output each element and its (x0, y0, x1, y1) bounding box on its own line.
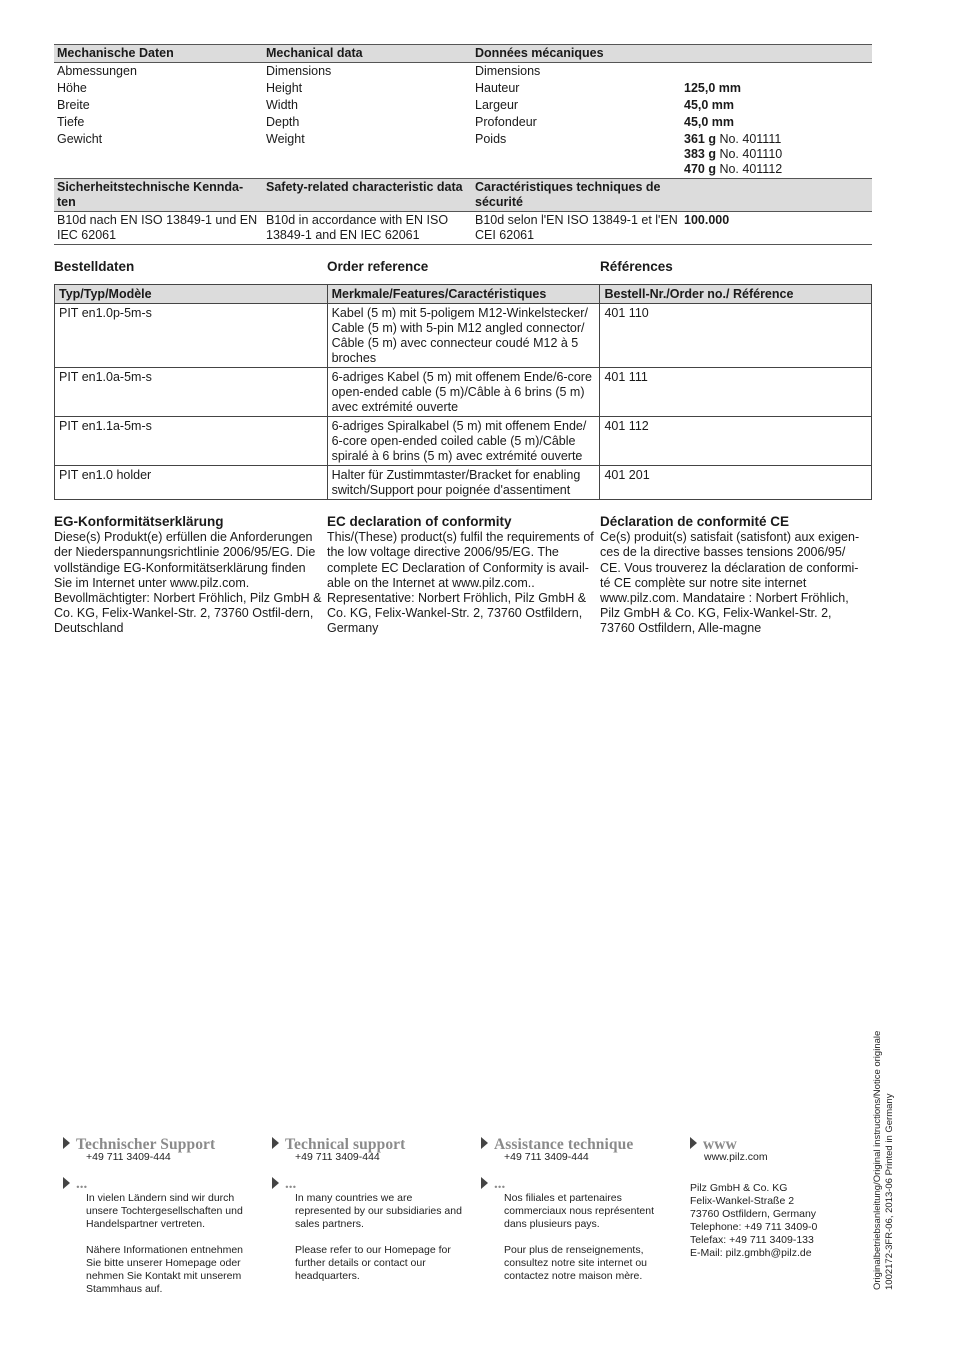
conformity-title: EG-Konformitätserklärung (54, 514, 224, 529)
weight-number: No. 401112 (719, 162, 783, 176)
cell-de: Breite (57, 98, 90, 112)
weight-values (681, 131, 872, 179)
conformity-text: Ce(s) produit(s) satisfait (satisfont) aux exigen-ces de la directive basses tensions 2006/95/ CE. Vous trouverez la déclaration de conformi-té CE complète sur notre site internet www.pilz.com. Mandataire : Norbert Fröhlich, Pilz GmbH & Co. KG, Felix-Wankel-Str. 2, 73760 Ostfildern, Alle-magne (600, 530, 860, 636)
cell-fr: Dimensions (475, 64, 541, 78)
footer-title: www (703, 1136, 737, 1153)
cell-features: 6-adriges Kabel (5 m) mit offenem Ende/6-core open-ended cable (5 m)/Câble à 6 brins (5 m) avec extrémité ouverte (327, 368, 600, 417)
footer-support-en (272, 1133, 467, 1283)
footer-title: Technischer Support (76, 1136, 216, 1153)
footer-www (690, 1133, 870, 1260)
safety-header-row (54, 179, 872, 212)
cell-en: Height (266, 81, 303, 95)
weight-grams: 383 g (684, 147, 716, 161)
footer-paragraph: Nos filiales et partenaires commerciaux nous représentent dans plusieurs pays. (504, 1192, 654, 1230)
cell-fr: Profondeur (475, 115, 537, 129)
conformity-en (327, 514, 595, 637)
arrow-right-icon (481, 1137, 488, 1149)
footer-address (690, 1182, 870, 1260)
footer-dots: ... (285, 1176, 297, 1192)
footer-paragraph: Please refer to our Homepage for further details or contact our headquarters. (295, 1244, 451, 1282)
arrow-right-icon (63, 1177, 70, 1189)
cell-de: Höhe (57, 81, 87, 95)
cell-fr: Poids (475, 132, 507, 146)
address-line: Felix-Wankel-Straße 2 (690, 1195, 795, 1207)
footer-title: Assistance technique (494, 1136, 634, 1153)
arrow-right-icon (272, 1177, 279, 1189)
cell-en: Dimensions (266, 64, 332, 78)
footer-heading (481, 1133, 676, 1151)
cell-de: Gewicht (57, 132, 103, 146)
order-title-en: Order reference (327, 259, 429, 274)
cell-value (681, 63, 872, 81)
side-note-line: 1002172-3FR-06, 2013-06 Printed in Germany (884, 1093, 895, 1290)
table-row (55, 466, 872, 500)
table-row (54, 114, 872, 131)
header-cell: Mechanical data (263, 45, 472, 63)
header-cell: Caractéristiques techniques de sécurité (472, 179, 681, 212)
footer-paragraph: In vielen Ländern sind wir durch unsere Tochtergesellschaften und Handelspartner vertreten. (86, 1192, 243, 1230)
footer-heading (272, 1133, 467, 1151)
weight-line (684, 147, 869, 162)
header-cell (681, 179, 872, 212)
footer-paragraph: Nähere Informationen entnehmen Sie bitte unserer Homepage oder nehmen Sie Kontakt mit unserem Stammhaus auf. (86, 1244, 244, 1295)
cell-en: Weight (266, 132, 305, 146)
arrow-right-icon (481, 1177, 488, 1189)
arrow-right-icon (690, 1137, 697, 1149)
cell-type: PIT en1.0p-5m-s (55, 304, 328, 368)
arrow-right-icon (272, 1137, 279, 1149)
cell-order-no: 401 201 (600, 466, 872, 500)
table-row (54, 63, 872, 81)
footer-subheading (272, 1173, 467, 1191)
footer-phone: +49 711 3409-444 (504, 1151, 589, 1163)
weight-line (684, 132, 869, 147)
table-row (55, 368, 872, 417)
table-header-row (54, 45, 872, 63)
cell-de: Tiefe (57, 115, 85, 129)
address-line: Telefax: +49 711 3409-133 (690, 1234, 814, 1246)
cell-fr: Largeur (475, 98, 519, 112)
weight-grams: 470 g (684, 162, 716, 176)
weight-number: No. 401111 (719, 132, 782, 146)
conformity-title: EC declaration of conformity (327, 514, 512, 529)
footer-subheading (481, 1173, 676, 1191)
header-cell: Typ/Typ/Modèle (55, 285, 328, 304)
table-row-weight (54, 131, 872, 179)
cell-order-no: 401 112 (600, 417, 872, 466)
cell-value: 100.000 (681, 212, 872, 245)
cell-features: 6-adriges Spiralkabel (5 m) mit offenem Ende/ 6-core open-ended coiled cable (5 m)/Câble spiralé à 6 brins (5 m) avec extrémité ouverte (327, 417, 600, 466)
table-row (55, 304, 872, 368)
table-row (54, 97, 872, 114)
cell-features: Halter für Zustimmtaster/Bracket for enabling switch/Support pour poignée d'assentiment (327, 466, 600, 500)
cell-type: PIT en1.1a-5m-s (55, 417, 328, 466)
arrow-right-icon (63, 1137, 70, 1149)
mechanical-data-table (54, 44, 872, 245)
header-cell: Bestell-Nr./Order no./ Référence (600, 285, 872, 304)
footer-dots: ... (76, 1176, 88, 1192)
order-title-de: Bestelldaten (54, 259, 135, 274)
footer-title: Technical support (285, 1136, 406, 1153)
order-table (54, 284, 872, 500)
header-cell: Mechanische Daten (54, 45, 263, 63)
address-line: 73760 Ostfildern, Germany (690, 1208, 817, 1220)
cell-en: B10d in accordance with EN ISO 13849-1 and EN IEC 62061 (263, 212, 472, 245)
cell-type: PIT en1.0a-5m-s (55, 368, 328, 417)
cell-fr: Hauteur (475, 81, 520, 95)
address-line: E-Mail: pilz.gmbh@pilz.de (690, 1247, 812, 1259)
safety-row (54, 212, 872, 245)
address-line: Pilz GmbH & Co. KG (690, 1182, 788, 1194)
cell-type: PIT en1.0 holder (55, 466, 328, 500)
cell-value: 125,0 mm (684, 81, 741, 95)
footer-dots: ... (494, 1176, 506, 1192)
footer-paragraph: Pour plus de renseignements, consultez notre site internet ou contactez notre maison mère. (504, 1244, 648, 1282)
footer-support-fr (481, 1133, 676, 1283)
cell-en: Width (266, 98, 298, 112)
header-cell: Merkmale/Features/Caractéristiques (327, 285, 600, 304)
header-cell: Données mécaniques (472, 45, 681, 63)
table-header-row (55, 285, 872, 304)
footer-subheading (63, 1173, 258, 1191)
conformity-fr (600, 514, 868, 637)
table-row (54, 80, 872, 97)
cell-en: Depth (266, 115, 300, 129)
weight-number: No. 401110 (719, 147, 783, 161)
conformity-title: Déclaration de conformité CE (600, 514, 790, 529)
footer-paragraph: In many countries we are represented by our subsidiaries and sales partners. (295, 1192, 462, 1230)
header-cell: Safety-related characteristic data (263, 179, 472, 212)
order-title-fr: Références (600, 259, 673, 274)
address-line: Telephone: +49 711 3409-0 (690, 1221, 818, 1233)
conformity-de (54, 514, 322, 637)
footer-phone: +49 711 3409-444 (86, 1151, 171, 1163)
header-cell (681, 45, 872, 63)
cell-value: 45,0 mm (684, 115, 735, 129)
conformity-text: This/(These) product(s) fulfil the requirements of the low voltage directive 2006/95/EG. The complete EC Declaration of Conformity is avail-able on the Internet at www.pilz.com.. Representative: Norbert Fröhlich, Pilz GmbH & Co. KG, Felix-Wankel-Str. 2, 73760 Ostfildern, Germany (327, 530, 594, 636)
side-note-line: Originalbetriebsanleitung/Original instructions/Notice originale (872, 1030, 883, 1290)
cell-features: Kabel (5 m) mit 5-poligem M12-Winkelstecker/ Cable (5 m) with 5-pin M12 angled connector/ Câble (5 m) avec connecteur coudé M12 à 5 broches (327, 304, 600, 368)
cell-fr: B10d selon l'EN ISO 13849-1 et l'EN CEI 62061 (472, 212, 681, 245)
table-row (55, 417, 872, 466)
weight-line (684, 162, 869, 177)
weight-grams: 361 g (684, 132, 716, 146)
footer-heading (63, 1133, 258, 1151)
header-cell: Sicherheitstechnische Kennda-ten (54, 179, 263, 212)
footer-heading (690, 1133, 870, 1151)
footer-website-link[interactable]: www.pilz.com (704, 1151, 768, 1163)
footer-phone: +49 711 3409-444 (295, 1151, 380, 1163)
cell-de: Abmessungen (57, 64, 137, 78)
cell-order-no: 401 110 (600, 304, 872, 368)
cell-de: B10d nach EN ISO 13849-1 und EN IEC 62061 (54, 212, 263, 245)
footer-support-de (63, 1133, 258, 1296)
cell-value: 45,0 mm (684, 98, 735, 112)
side-note (872, 1031, 896, 1290)
cell-order-no: 401 111 (600, 368, 872, 417)
conformity-text: Diese(s) Produkt(e) erfüllen die Anforderungen der Niederspannungsrichtlinie 2006/95/EG. Die vollständige EG-Konformitätserklärung finden Sie im Internet unter www.pilz.com. Bevollmächtigter: Norbert Fröhlich, Pilz GmbH & Co. KG, Felix-Wankel-Str. 2, 73760 Ostfil-dern, Deutschland (54, 530, 322, 636)
